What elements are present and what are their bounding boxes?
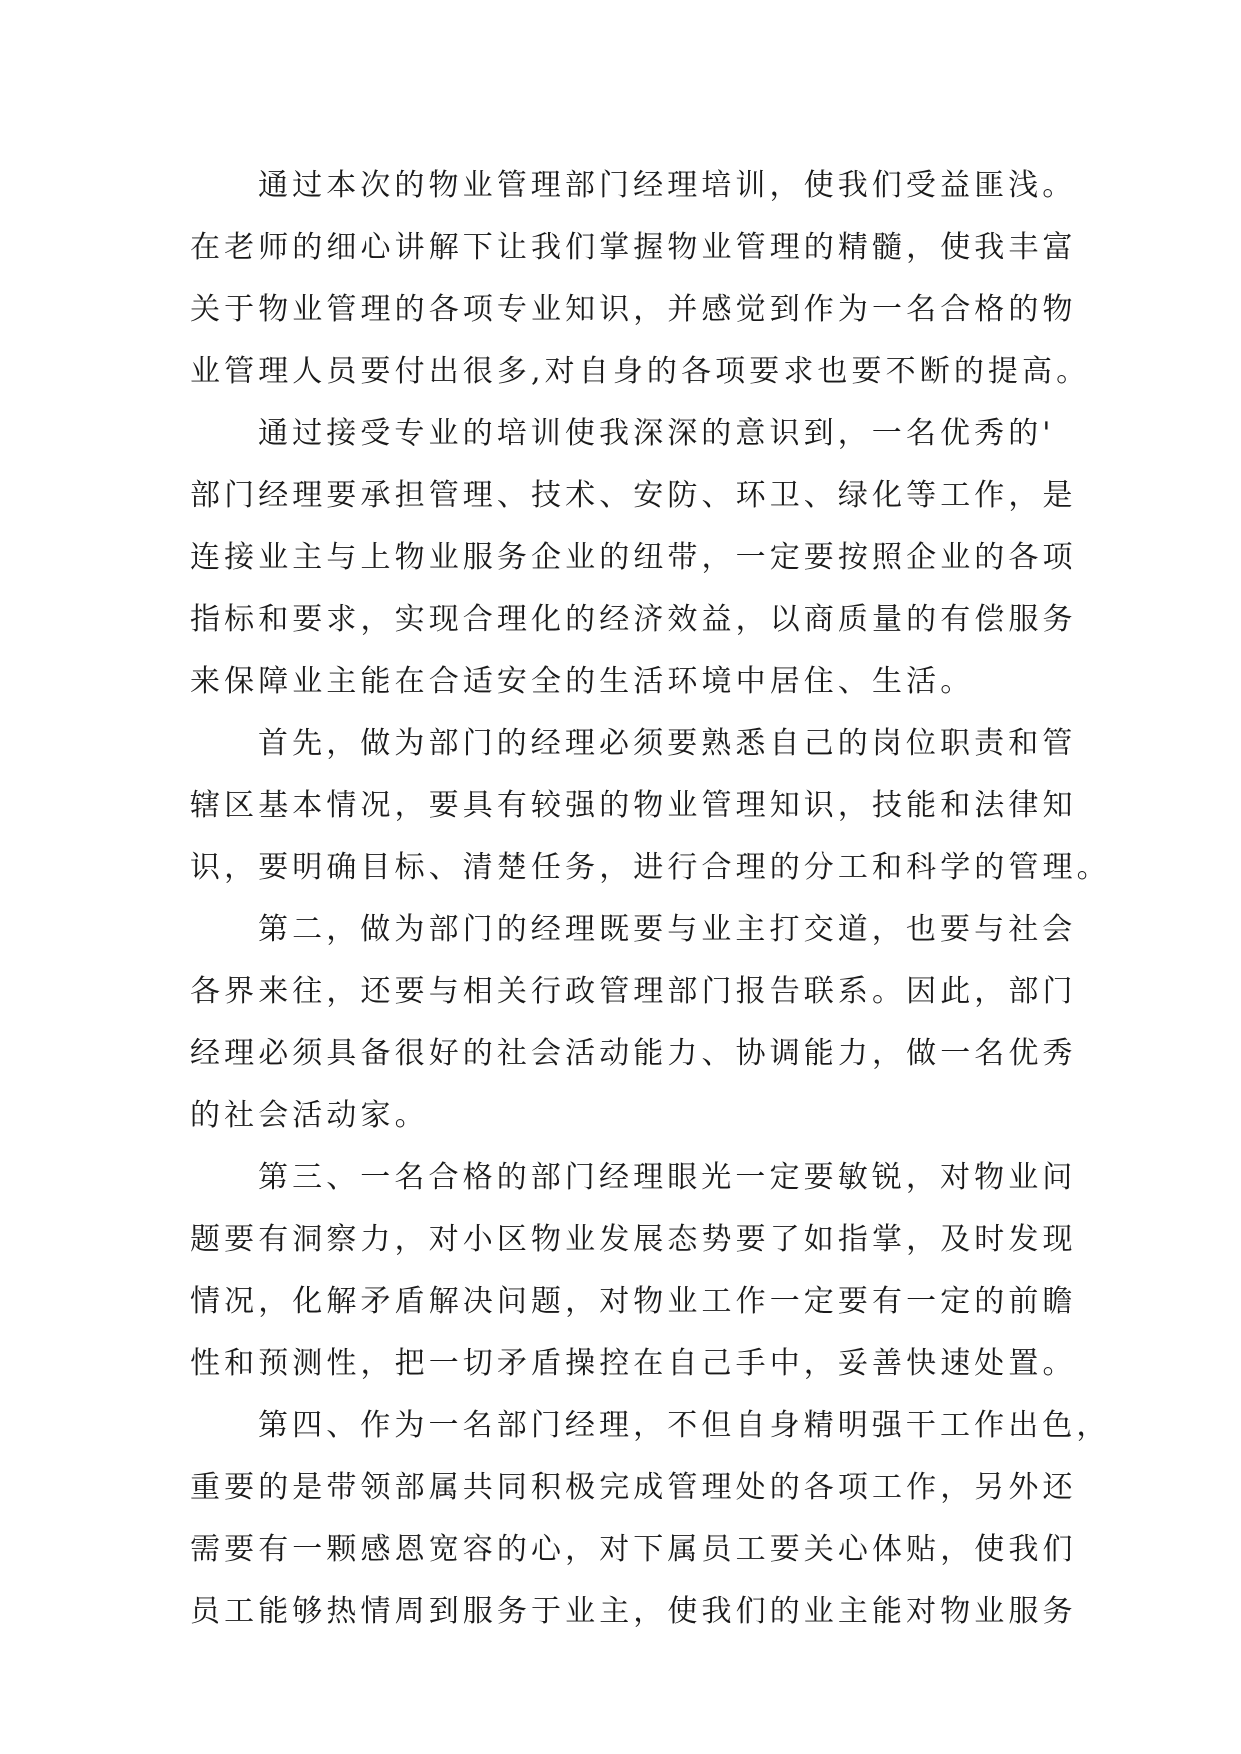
- text-line: 经理必须具备很好的社会活动能力、协调能力，做一名优秀: [190, 1036, 1077, 1071]
- text-line: 识，要明确目标、清楚任务，进行合理的分工和科学的管理。: [190, 850, 1111, 885]
- text-line: 第二，做为部门的经理既要与业主打交道，也要与社会: [258, 912, 1077, 947]
- text-line: 连接业主与上物业服务企业的纽带，一定要按照企业的各项: [190, 540, 1077, 575]
- text-line: 题要有洞察力，对小区物业发展态势要了如指掌，及时发现: [190, 1222, 1077, 1257]
- text-line: 指标和要求，实现合理化的经济效益，以商质量的有偿服务: [190, 602, 1077, 637]
- text-line: 部门经理要承担管理、技术、安防、环卫、绿化等工作，是: [190, 478, 1077, 513]
- text-line: 关于物业管理的各项专业知识，并感觉到作为一名合格的物: [190, 292, 1077, 327]
- text-line: 第三、一名合格的部门经理眼光一定要敏锐，对物业问: [258, 1160, 1077, 1195]
- text-line: 在老师的细心讲解下让我们掌握物业管理的精髓，使我丰富: [190, 230, 1077, 265]
- text-line: 各界来往，还要与相关行政管理部门报告联系。因此，部门: [190, 974, 1077, 1009]
- text-line: 通过接受专业的培训使我深深的意识到，一名优秀的': [258, 416, 1055, 451]
- text-line: 重要的是带领部属共同积极完成管理处的各项工作，另外还: [190, 1470, 1077, 1505]
- text-line: 首先，做为部门的经理必须要熟悉自己的岗位职责和管: [258, 726, 1077, 761]
- text-line: 第四、作为一名部门经理，不但自身精明强干工作出色，: [258, 1408, 1111, 1443]
- text-line: 辖区基本情况，要具有较强的物业管理知识，技能和法律知: [190, 788, 1077, 823]
- text-line: 员工能够热情周到服务于业主，使我们的业主能对物业服务: [190, 1594, 1077, 1629]
- text-line: 需要有一颗感恩宽容的心，对下属员工要关心体贴，使我们: [190, 1532, 1077, 1567]
- text-line: 通过本次的物业管理部门经理培训，使我们受益匪浅。: [258, 168, 1077, 203]
- text-line: 情况，化解矛盾解决问题，对物业工作一定要有一定的前瞻: [190, 1284, 1077, 1319]
- text-line: 业管理人员要付出很多,对自身的各项要求也要不断的提高。: [190, 354, 1091, 389]
- text-line: 来保障业主能在合适安全的生活环境中居住、生活。: [190, 664, 975, 699]
- document-page: [190, 155, 1111, 1643]
- text-line: 的社会活动家。: [190, 1098, 429, 1133]
- text-line: 性和预测性，把一切矛盾操控在自己手中，妥善快速处置。: [190, 1346, 1077, 1381]
